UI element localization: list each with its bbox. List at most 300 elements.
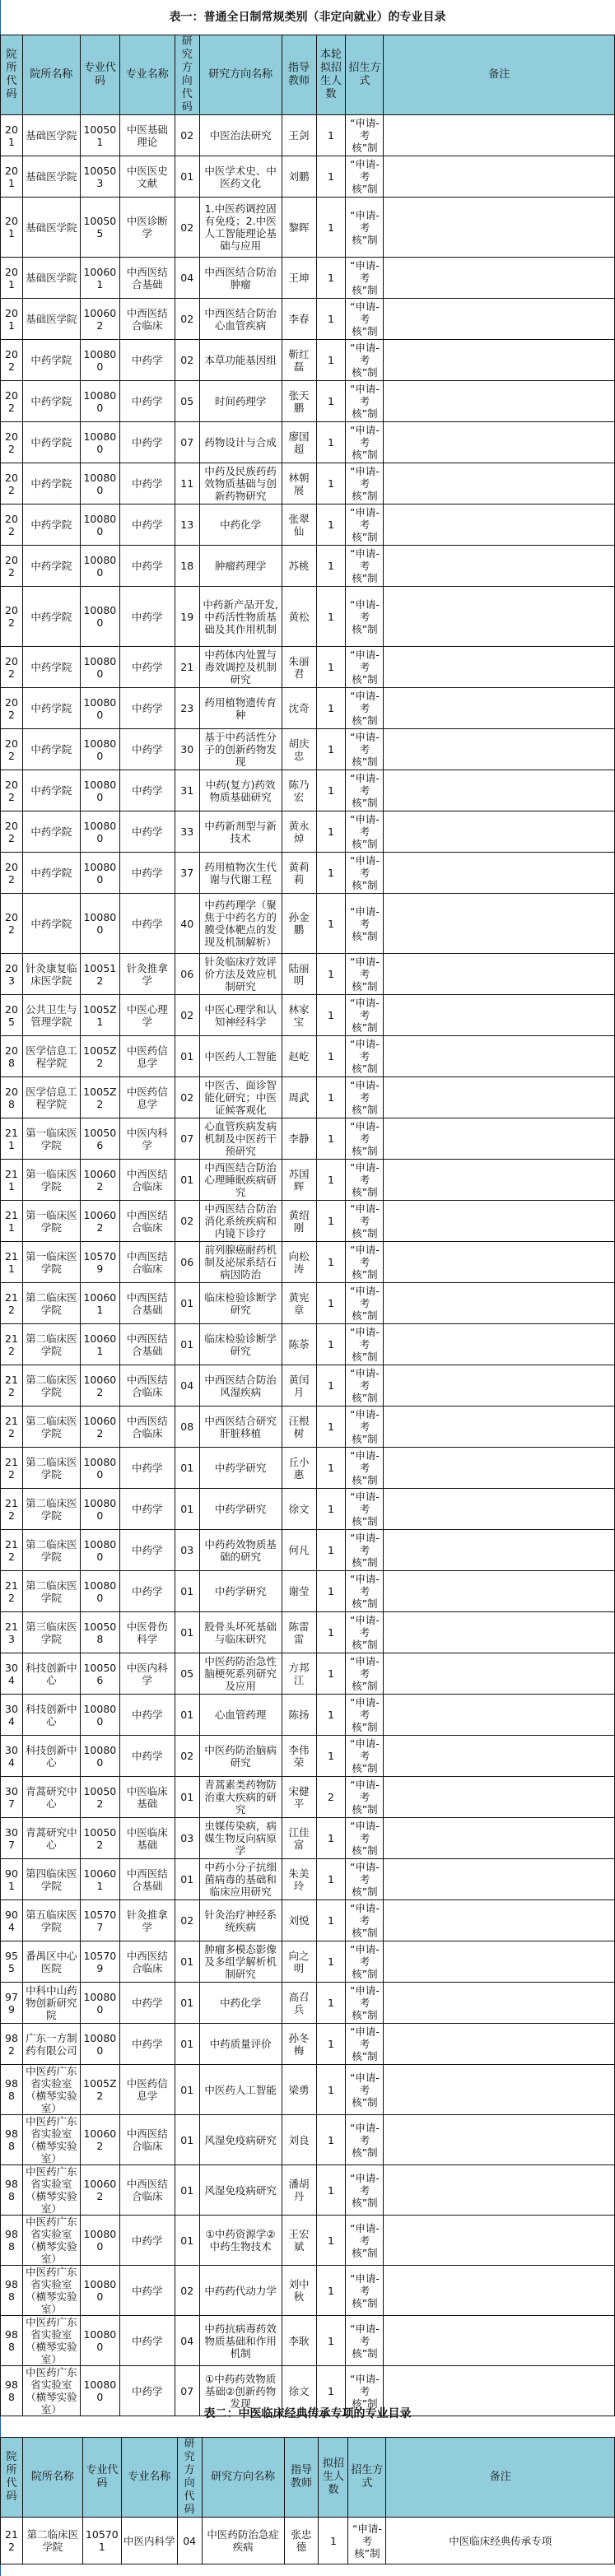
cell-tutor: 黄闰月 xyxy=(282,1365,316,1407)
cell-dir-code: 05 xyxy=(175,381,199,422)
cell-dir-name: 中医药防治急症疾病 xyxy=(202,2518,284,2564)
cell-method: “申请-考核”制 xyxy=(346,770,384,811)
cell-dir-name: 临床检验诊断学研究 xyxy=(199,1283,282,1324)
cell-inst-code: 212 xyxy=(1,1283,23,1324)
cell-note xyxy=(384,1695,615,1736)
cell-note xyxy=(384,2115,615,2165)
cell-dir-name: 中医舌、面诊智能化研究；中医证候客观化 xyxy=(199,1077,282,1118)
table-row xyxy=(1,463,615,505)
table-row xyxy=(1,1324,615,1365)
cell-method: “申请-考核”制 xyxy=(346,381,384,422)
cell-inst-code: 211 xyxy=(1,1242,23,1283)
cell-dir-code: 02 xyxy=(175,1900,199,1941)
cell-quota: 1 xyxy=(316,381,346,422)
table-row xyxy=(1,1736,615,1777)
cell-tutor: 林朝展 xyxy=(282,463,316,505)
cell-note xyxy=(384,1736,615,1777)
cell-note xyxy=(384,156,615,198)
cell-dir-name: 肿瘤药理学 xyxy=(199,546,282,587)
cell-note xyxy=(384,647,615,688)
table-row xyxy=(1,1407,615,1448)
cell-method: “申请-考核”制 xyxy=(346,1983,384,2024)
cell-note xyxy=(384,1036,615,1077)
cell-tutor: 高召兵 xyxy=(282,1983,316,2024)
table-row xyxy=(1,853,615,894)
cell-method: “申请-考核”制 xyxy=(346,587,384,647)
cell-tutor: 陆丽明 xyxy=(282,954,316,995)
cell-inst-name: 第五临床医学院 xyxy=(22,1900,80,1941)
cell-major-name: 中药学 xyxy=(119,1983,175,2024)
cell-dir-name: 中医药防治急性脑梗死系列研究及应用 xyxy=(199,1653,282,1695)
cell-method: “申请-考核”制 xyxy=(346,1365,384,1407)
table-row xyxy=(1,2266,615,2316)
cell-major-name: 中医诊断学 xyxy=(119,198,175,258)
cell-quota: 1 xyxy=(316,1118,346,1160)
cell-major-name: 中西医结合临床 xyxy=(119,1365,175,1407)
cell-major-code: 100601 xyxy=(80,1283,119,1324)
cell-quota: 1 xyxy=(316,463,346,505)
cell-inst-name: 第一临床医学院 xyxy=(22,1118,80,1160)
cell-inst-code: 212 xyxy=(1,1324,23,1365)
cell-note xyxy=(384,258,615,299)
cell-inst-code: 202 xyxy=(1,853,23,894)
cell-note xyxy=(384,2165,615,2216)
cell-note xyxy=(384,1859,615,1900)
cell-note xyxy=(384,2065,615,2115)
cell-tutor: 徐文 xyxy=(282,2366,316,2416)
header-tutor: 指导教师 xyxy=(284,2438,319,2518)
header-inst-code: 院所代码 xyxy=(1,2438,23,2518)
cell-major-name: 中药学 xyxy=(119,1695,175,1736)
cell-dir-name: 心血管药理 xyxy=(199,1695,282,1736)
cell-dir-code: 11 xyxy=(175,463,199,505)
cell-inst-name: 中药学院 xyxy=(22,811,80,853)
cell-major-name: 中药学 xyxy=(119,2216,175,2266)
cell-dir-name: 虫媒传染病，病媒生物反向病原学 xyxy=(199,1818,282,1859)
cell-method: “申请-考核”制 xyxy=(346,1653,384,1695)
cell-inst-name: 第二临床医学院 xyxy=(22,2518,82,2564)
cell-dir-code: 01 xyxy=(175,156,199,198)
cell-major-code: 100800 xyxy=(80,1530,119,1571)
cell-inst-code: 988 xyxy=(1,2316,23,2366)
table-row xyxy=(1,1900,615,1941)
cell-tutor: 王宏斌 xyxy=(282,2216,316,2266)
table-row xyxy=(1,1201,615,1242)
cell-inst-code: 201 xyxy=(1,258,23,299)
cell-major-code: 100502 xyxy=(80,1777,119,1818)
table-row xyxy=(1,505,615,546)
cell-major-code: 100800 xyxy=(80,1695,119,1736)
cell-method: “申请-考核”制 xyxy=(346,2024,384,2065)
cell-note xyxy=(384,1489,615,1530)
cell-dir-code: 02 xyxy=(175,995,199,1036)
cell-note xyxy=(384,1283,615,1324)
cell-note xyxy=(384,894,615,954)
cell-tutor: 徐文 xyxy=(282,1489,316,1530)
cell-major-code: 100800 xyxy=(80,811,119,853)
table1-header-row xyxy=(1,35,615,115)
cell-note xyxy=(384,1448,615,1489)
cell-major-code: 100800 xyxy=(80,2266,119,2316)
cell-dir-name: 中西医结合研究肝脏移植 xyxy=(199,1407,282,1448)
cell-major-name: 中医内科学 xyxy=(119,1118,175,1160)
cell-inst-name: 中医药广东省实验室（横琴实验室） xyxy=(22,2316,80,2366)
cell-major-code: 100800 xyxy=(80,1983,119,2024)
cell-tutor: 丘小惠 xyxy=(282,1448,316,1489)
cell-major-name: 中西医结合基础 xyxy=(119,1324,175,1365)
cell-dir-name: 中药学研究 xyxy=(199,1489,282,1530)
cell-major-code: 100601 xyxy=(80,258,119,299)
cell-major-code: 100601 xyxy=(80,1859,119,1900)
cell-dir-code: 01 xyxy=(175,1695,199,1736)
cell-major-name: 中医骨伤科学 xyxy=(119,1612,175,1653)
cell-inst-code: 202 xyxy=(1,811,23,853)
cell-dir-code: 01 xyxy=(175,1571,199,1612)
cell-tutor: 刘鹏 xyxy=(282,156,316,198)
cell-dir-name: 中医药人工智能 xyxy=(199,2065,282,2115)
cell-major-code: 100800 xyxy=(80,340,119,381)
cell-method: “申请-考核”制 xyxy=(346,1118,384,1160)
cell-quota: 1 xyxy=(316,1365,346,1407)
cell-quota: 1 xyxy=(316,1407,346,1448)
cell-note xyxy=(384,1612,615,1653)
cell-inst-code: 213 xyxy=(1,1612,23,1653)
cell-note xyxy=(384,1365,615,1407)
cell-note xyxy=(384,340,615,381)
header-dir-name: 研究方向名称 xyxy=(199,35,282,115)
cell-major-code: 100602 xyxy=(80,299,119,340)
table1-title: 表一：普通全日制常规类别（非定向就业）的专业目录 xyxy=(169,11,446,24)
cell-dir-name: 中药学研究 xyxy=(199,1571,282,1612)
cell-quota: 1 xyxy=(316,1036,346,1077)
cell-dir-name: 风湿免疫病研究 xyxy=(199,2165,282,2216)
cell-inst-code: 211 xyxy=(1,1201,23,1242)
cell-quota: 1 xyxy=(316,995,346,1036)
cell-inst-code: 988 xyxy=(1,2065,23,2115)
cell-inst-name: 第二临床医学院 xyxy=(22,1324,80,1365)
cell-inst-code: 203 xyxy=(1,954,23,995)
cell-dir-code: 01 xyxy=(175,1489,199,1530)
cell-note xyxy=(384,1077,615,1118)
cell-inst-name: 针灸康复临床医学院 xyxy=(22,954,80,995)
cell-tutor: 黄莉莉 xyxy=(282,853,316,894)
cell-quota: 1 xyxy=(316,647,346,688)
cell-dir-code: 08 xyxy=(175,1407,199,1448)
table2-header-row xyxy=(1,2438,615,2518)
cell-major-code: 1005Z1 xyxy=(80,995,119,1036)
cell-tutor: 汪根树 xyxy=(282,1407,316,1448)
cell-major-code: 100503 xyxy=(80,156,119,198)
cell-inst-name: 科技创新中心 xyxy=(22,1653,80,1695)
cell-inst-code: 202 xyxy=(1,729,23,770)
cell-dir-code: 13 xyxy=(175,505,199,546)
cell-dir-code: 06 xyxy=(175,954,199,995)
cell-inst-name: 中药学院 xyxy=(22,381,80,422)
table-row xyxy=(1,587,615,647)
cell-note xyxy=(384,1818,615,1859)
table-row xyxy=(1,1941,615,1983)
cell-dir-code: 01 xyxy=(175,1036,199,1077)
header-dir-code: 研究方向代码 xyxy=(177,2438,202,2518)
cell-quota: 1 xyxy=(316,2266,346,2316)
cell-inst-name: 中药学院 xyxy=(22,894,80,954)
table2-title: 表二：中医临床经典传承专项的专业目录 xyxy=(203,2407,412,2420)
cell-tutor: 陈荼 xyxy=(282,1324,316,1365)
cell-inst-code: 982 xyxy=(1,2024,23,2065)
cell-dir-name: 中药及民族药药效物质基础与创新药物研究 xyxy=(199,463,282,505)
cell-quota: 1 xyxy=(316,1201,346,1242)
cell-quota: 1 xyxy=(316,1941,346,1983)
cell-quota: 1 xyxy=(316,156,346,198)
cell-inst-name: 中医药广东省实验室（横琴实验室） xyxy=(22,2165,80,2216)
cell-major-name: 中医临床基础 xyxy=(119,1777,175,1818)
cell-quota: 1 xyxy=(316,853,346,894)
table-row xyxy=(1,546,615,587)
cell-major-name: 中医基础理论 xyxy=(119,115,175,156)
cell-dir-code: 02 xyxy=(175,340,199,381)
cell-tutor: 方邦江 xyxy=(282,1653,316,1695)
cell-dir-name: 1.中医药调控固有免疫；2.中医人工智能理论基础与应用 xyxy=(199,198,282,258)
cell-note xyxy=(384,505,615,546)
cell-major-code: 105709 xyxy=(80,1242,119,1283)
cell-method: “申请-考核”制 xyxy=(346,198,384,258)
table-row xyxy=(1,2115,615,2165)
table-row xyxy=(1,770,615,811)
cell-quota: 1 xyxy=(316,2024,346,2065)
cell-note xyxy=(384,688,615,729)
cell-major-name: 中西医结合临床 xyxy=(119,1242,175,1283)
cell-tutor: 王剑 xyxy=(282,115,316,156)
cell-quota: 1 xyxy=(316,1818,346,1859)
cell-note xyxy=(384,1324,615,1365)
cell-dir-name: 中药药代动力学 xyxy=(199,2266,282,2316)
cell-note xyxy=(384,1900,615,1941)
cell-quota: 1 xyxy=(316,2165,346,2216)
cell-dir-name: 股骨头坏死基础与临床研究 xyxy=(199,1612,282,1653)
cell-major-code: 100800 xyxy=(80,853,119,894)
cell-tutor: 潘胡丹 xyxy=(282,2165,316,2216)
cell-inst-code: 904 xyxy=(1,1900,23,1941)
cell-quota: 1 xyxy=(316,894,346,954)
cell-dir-name: 时间药理学 xyxy=(199,381,282,422)
cell-note xyxy=(384,729,615,770)
cell-method: “申请-考核”制 xyxy=(346,1900,384,1941)
cell-dir-name: 临床检验诊断学研究 xyxy=(199,1324,282,1365)
cell-inst-name: 第一临床医学院 xyxy=(22,1160,80,1201)
cell-inst-name: 第二临床医学院 xyxy=(22,1530,80,1571)
cell-method: “申请-考核”制 xyxy=(346,2216,384,2266)
cell-note xyxy=(384,381,615,422)
table-row xyxy=(1,894,615,954)
cell-dir-code: 02 xyxy=(175,115,199,156)
cell-dir-code: 07 xyxy=(175,2366,199,2416)
cell-major-code: 100602 xyxy=(80,2165,119,2216)
cell-tutor: 赵屹 xyxy=(282,1036,316,1077)
cell-major-name: 中医内科学 xyxy=(121,2518,177,2564)
cell-note xyxy=(384,954,615,995)
header-method: 招生方式 xyxy=(346,35,384,115)
cell-major-code: 105707 xyxy=(80,1900,119,1941)
cell-major-code: 100506 xyxy=(80,1118,119,1160)
cell-inst-code: 955 xyxy=(1,1941,23,1983)
header-method: 招生方式 xyxy=(348,2438,386,2518)
cell-inst-name: 中药学院 xyxy=(22,647,80,688)
table-row xyxy=(1,1777,615,1818)
cell-major-code: 100602 xyxy=(80,2115,119,2165)
cell-note xyxy=(384,546,615,587)
cell-dir-code: 04 xyxy=(175,258,199,299)
cell-major-name: 中医心理学 xyxy=(119,995,175,1036)
cell-quota: 1 xyxy=(316,299,346,340)
cell-note xyxy=(384,1983,615,2024)
cell-method: “申请-考核”制 xyxy=(346,1571,384,1612)
cell-major-name: 中药学 xyxy=(119,1736,175,1777)
cell-major-code: 105709 xyxy=(80,1941,119,1983)
table-row xyxy=(1,115,615,156)
cell-tutor: 孙冬梅 xyxy=(282,2024,316,2065)
cell-major-name: 中药学 xyxy=(119,381,175,422)
table-row xyxy=(1,1160,615,1201)
cell-major-code: 100506 xyxy=(80,1653,119,1695)
cell-method: “申请-考核”制 xyxy=(346,647,384,688)
cell-major-name: 中药学 xyxy=(119,688,175,729)
cell-note xyxy=(384,2216,615,2266)
cell-note xyxy=(384,1653,615,1695)
cell-dir-name: 中西医结合防治消化系统疾病和内镜下诊疗 xyxy=(199,1201,282,1242)
cell-major-code: 1005Z2 xyxy=(80,1077,119,1118)
cell-method: “申请-考核”制 xyxy=(346,688,384,729)
cell-tutor: 李耿 xyxy=(282,2316,316,2366)
cell-tutor: 刘悦 xyxy=(282,1900,316,1941)
cell-inst-code: 988 xyxy=(1,2165,23,2216)
cell-dir-name: 中药化学 xyxy=(199,1983,282,2024)
cell-tutor: 陈乃宏 xyxy=(282,770,316,811)
cell-dir-name: 青蒿素类药物防治重大疾病的研究 xyxy=(199,1777,282,1818)
cell-tutor: 朱美玲 xyxy=(282,1859,316,1900)
header-tutor: 指导教师 xyxy=(282,35,316,115)
cell-quota: 1 xyxy=(316,1077,346,1118)
cell-inst-name: 第一临床医学院 xyxy=(22,1201,80,1242)
cell-inst-code: 211 xyxy=(1,1160,23,1201)
cell-major-code: 1005Z2 xyxy=(80,1036,119,1077)
cell-method: “申请-考核”制 xyxy=(348,2518,386,2564)
cell-major-code: 100800 xyxy=(80,463,119,505)
cell-method: “申请-考核”制 xyxy=(346,1941,384,1983)
cell-major-code: 100800 xyxy=(80,647,119,688)
cell-inst-name: 中医药广东省实验室（横琴实验室） xyxy=(22,2366,80,2416)
cell-tutor: 周武 xyxy=(282,1077,316,1118)
cell-dir-name: 药物设计与合成 xyxy=(199,422,282,463)
table-row xyxy=(1,647,615,688)
cell-inst-name: 第二临床医学院 xyxy=(22,1448,80,1489)
cell-inst-name: 中医药广东省实验室（横琴实验室） xyxy=(22,2065,80,2115)
cell-inst-name: 公共卫生与管理学院 xyxy=(22,995,80,1036)
cell-method: “申请-考核”制 xyxy=(346,258,384,299)
cell-dir-code: 30 xyxy=(175,729,199,770)
cell-dir-code: 02 xyxy=(175,1201,199,1242)
cell-quota: 1 xyxy=(316,505,346,546)
cell-major-name: 中药学 xyxy=(119,546,175,587)
cell-dir-code: 37 xyxy=(175,853,199,894)
table-row xyxy=(1,2216,615,2266)
cell-major-code: 100601 xyxy=(80,1324,119,1365)
table-row xyxy=(1,1695,615,1736)
cell-method: “申请-考核”制 xyxy=(346,422,384,463)
cell-major-code: 100800 xyxy=(80,894,119,954)
header-major-code: 专业代码 xyxy=(80,35,119,115)
cell-method: “申请-考核”制 xyxy=(346,1777,384,1818)
cell-dir-name: 肿瘤多模态影像及多组学解析机制研究 xyxy=(199,1941,282,1983)
cell-inst-code: 202 xyxy=(1,894,23,954)
cell-major-code: 100800 xyxy=(80,1489,119,1530)
table2 xyxy=(0,2437,615,2564)
table-row xyxy=(1,1983,615,2024)
cell-major-name: 中西医结合临床 xyxy=(119,1160,175,1201)
cell-note xyxy=(384,2266,615,2316)
cell-method: “申请-考核”制 xyxy=(346,1077,384,1118)
cell-major-code: 100800 xyxy=(80,381,119,422)
cell-note xyxy=(384,1118,615,1160)
cell-note xyxy=(384,995,615,1036)
cell-dir-name: 中药药理学（聚焦于中药名方的膜受体靶点的发现及机制解析） xyxy=(199,894,282,954)
cell-dir-code: 31 xyxy=(175,770,199,811)
cell-major-name: 中药学 xyxy=(119,1448,175,1489)
cell-inst-name: 第四临床医学院 xyxy=(22,1859,80,1900)
table-row xyxy=(1,1818,615,1859)
cell-dir-code: 04 xyxy=(175,2316,199,2366)
cell-dir-code: 02 xyxy=(175,198,199,258)
cell-dir-code: 04 xyxy=(177,2518,202,2564)
cell-inst-name: 第二临床医学院 xyxy=(22,1407,80,1448)
cell-major-code: 100800 xyxy=(80,2366,119,2416)
cell-note xyxy=(384,587,615,647)
cell-major-name: 中西医结合基础 xyxy=(119,1859,175,1900)
cell-inst-name: 中医药广东省实验室（横琴实验室） xyxy=(22,2216,80,2266)
cell-note xyxy=(384,1160,615,1201)
cell-dir-name: 中医治法研究 xyxy=(199,115,282,156)
cell-quota: 1 xyxy=(316,1324,346,1365)
cell-major-name: 中西医结合基础 xyxy=(119,258,175,299)
cell-method: “申请-考核”制 xyxy=(346,1201,384,1242)
table-row xyxy=(1,381,615,422)
cell-inst-name: 科技创新中心 xyxy=(22,1736,80,1777)
cell-note xyxy=(384,115,615,156)
table-row xyxy=(1,340,615,381)
table-row xyxy=(1,1242,615,1283)
cell-note xyxy=(384,811,615,853)
cell-major-code: 1005Z2 xyxy=(80,2065,119,2115)
cell-inst-name: 中科中山药物创新研究院 xyxy=(22,1983,80,2024)
cell-method: “申请-考核”制 xyxy=(346,156,384,198)
cell-method: “申请-考核”制 xyxy=(346,1036,384,1077)
cell-note xyxy=(384,1941,615,1983)
table-row xyxy=(1,1448,615,1489)
cell-note xyxy=(384,1201,615,1242)
cell-tutor: 陈扬 xyxy=(282,1695,316,1736)
cell-tutor: 廖国超 xyxy=(282,422,316,463)
cell-method: “申请-考核”制 xyxy=(346,1612,384,1653)
cell-dir-code: 01 xyxy=(175,1859,199,1900)
cell-inst-name: 基础医学院 xyxy=(22,156,80,198)
cell-method: “申请-考核”制 xyxy=(346,1489,384,1530)
cell-quota: 1 xyxy=(316,1983,346,2024)
cell-dir-name: 本草功能基因组 xyxy=(199,340,282,381)
cell-inst-code: 307 xyxy=(1,1777,23,1818)
cell-method: “申请-考核”制 xyxy=(346,1242,384,1283)
cell-tutor: 苏桃 xyxy=(282,546,316,587)
cell-tutor: 孙金鹏 xyxy=(282,894,316,954)
cell-method: “申请-考核”制 xyxy=(346,995,384,1036)
